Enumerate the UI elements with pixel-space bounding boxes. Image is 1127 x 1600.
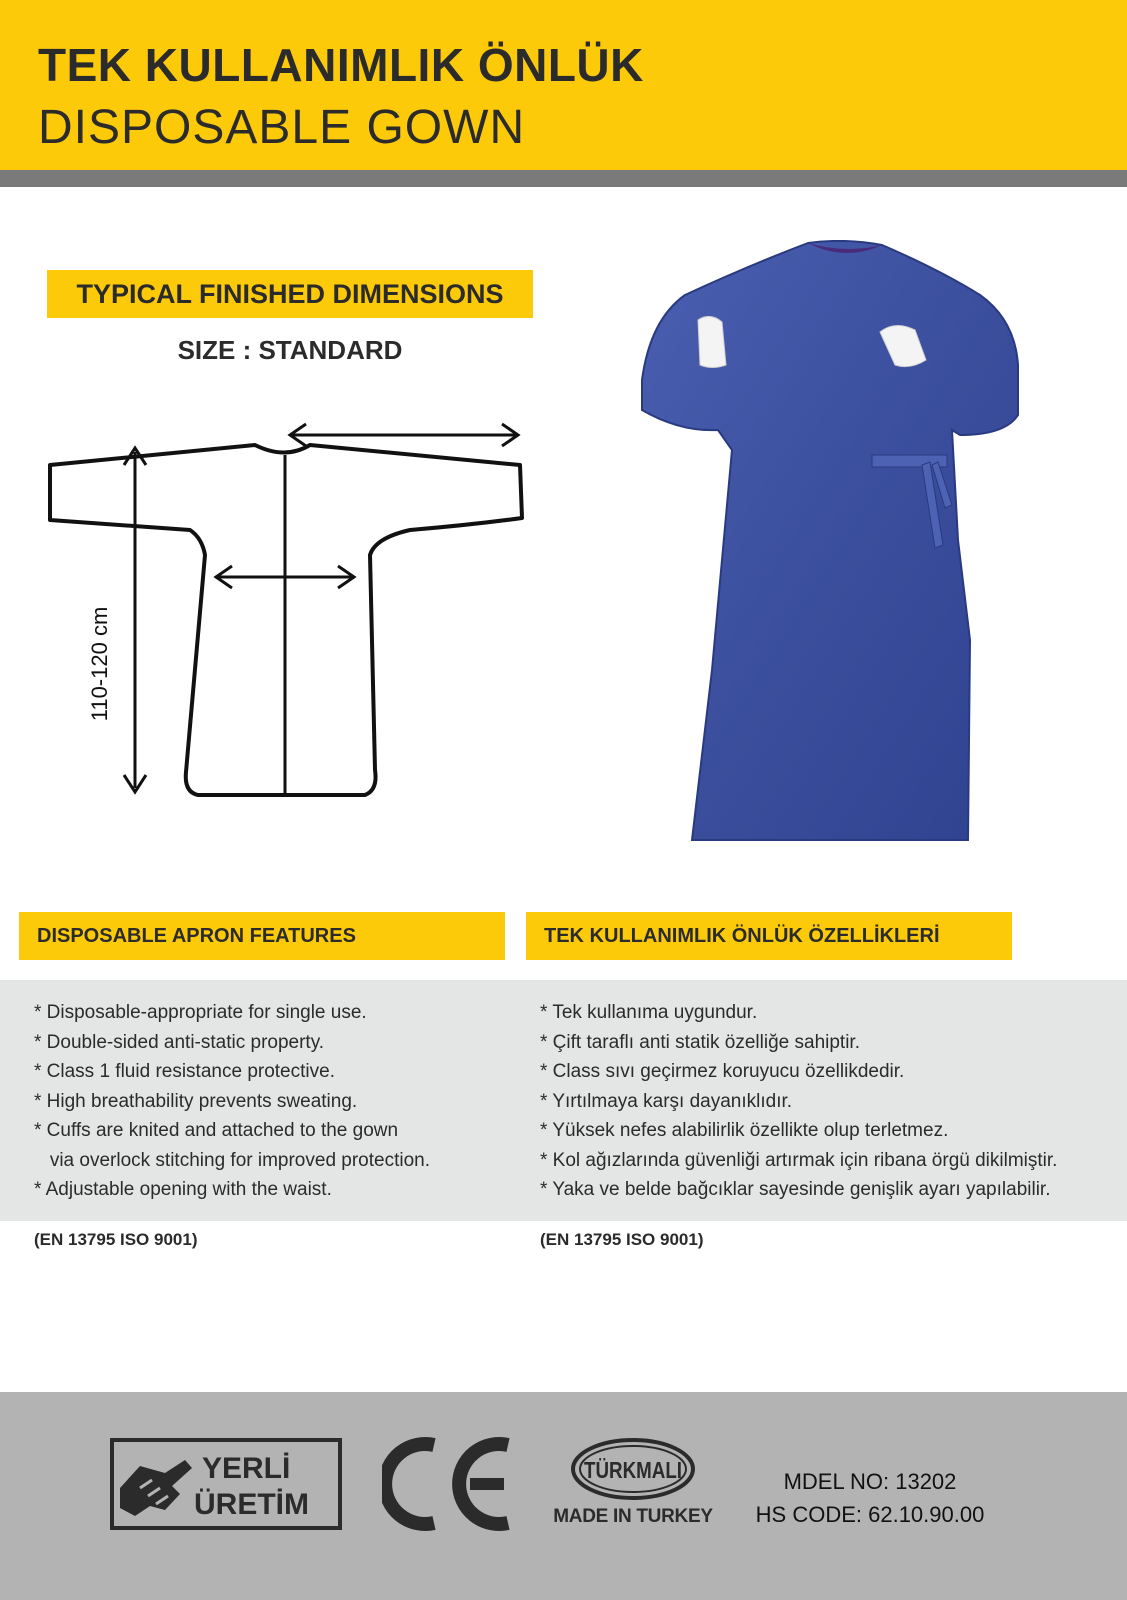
list-item: * Çift taraflı anti statik özelliğe sahiptir. [540, 1031, 860, 1053]
list-item: * Kol ağızlarında güvenliği artırmak için ribana örgü dikilmiştir. [540, 1149, 1058, 1171]
yerli-uretim-logo [110, 1438, 342, 1530]
list-item: * Disposable-appropriate for single use. [34, 1002, 367, 1023]
list-item: via overlock stitching for improved protection. [34, 1149, 431, 1171]
list-item: * Class 1 fluid resistance protective. [34, 1061, 335, 1082]
turk-mali-text: TÜRKMALI [584, 1457, 682, 1483]
model-number: MDEL NO: 13202 [783, 1469, 957, 1494]
features-tr-list [540, 998, 1057, 1205]
yerli-text: YERLİ [202, 1452, 291, 1485]
length-dimension-text: 110-120 cm [87, 606, 112, 722]
dimensions-label: TYPICAL FINISHED DIMENSIONS [47, 270, 533, 318]
left-cuff [698, 316, 726, 367]
list-item: * Yaka ve belde bağcıklar sayesinde genişlik ayarı yapılabilir. [540, 1179, 1051, 1200]
features-tr-label: TEK KULLANIMLIK ÖNLÜK ÖZELLİKLERİ [526, 912, 1012, 960]
ce-mark [382, 1435, 514, 1533]
title-turkish: TEK KULLANIMLIK ÖNLÜK [38, 39, 644, 91]
standard-en: (EN 13795 ISO 9001) [34, 1230, 198, 1249]
features-en-list [34, 998, 430, 1205]
size-label: SIZE : STANDARD [177, 335, 403, 365]
list-item: * Cuffs are knited and attached to the gown [34, 1120, 399, 1141]
handshake-icon [120, 1460, 192, 1516]
model-info [740, 1465, 1000, 1531]
list-item: * Double-sided anti-static property. [34, 1031, 325, 1053]
title-english: DISPOSABLE GOWN [38, 101, 526, 154]
list-item: * Class sıvı geçirmez koruyucu özellikdedir. [540, 1061, 905, 1082]
turk-mali-logo [570, 1437, 696, 1501]
list-item: * Tek kullanıma uygundur. [540, 1002, 758, 1023]
gown-dimension-diagram [40, 420, 550, 820]
header-stripe [0, 170, 1127, 187]
made-in-turkey: MADE IN TURKEY [553, 1506, 713, 1527]
list-item: * High breathability prevents sweating. [34, 1090, 358, 1112]
hs-code: HS CODE: 62.10.90.00 [755, 1502, 985, 1527]
features-en-label: DISPOSABLE APRON FEATURES [19, 912, 505, 960]
list-item: * Yüksek nefes alabilirlik özellikte olup terletmez. [540, 1120, 949, 1141]
uretim-text: ÜRETİM [194, 1488, 309, 1521]
gown-photo [640, 240, 1040, 870]
list-item: * Adjustable opening with the waist. [34, 1179, 332, 1200]
standard-tr: (EN 13795 ISO 9001) [540, 1230, 704, 1249]
list-item: * Yırtılmaya karşı dayanıklıdır. [540, 1090, 793, 1112]
